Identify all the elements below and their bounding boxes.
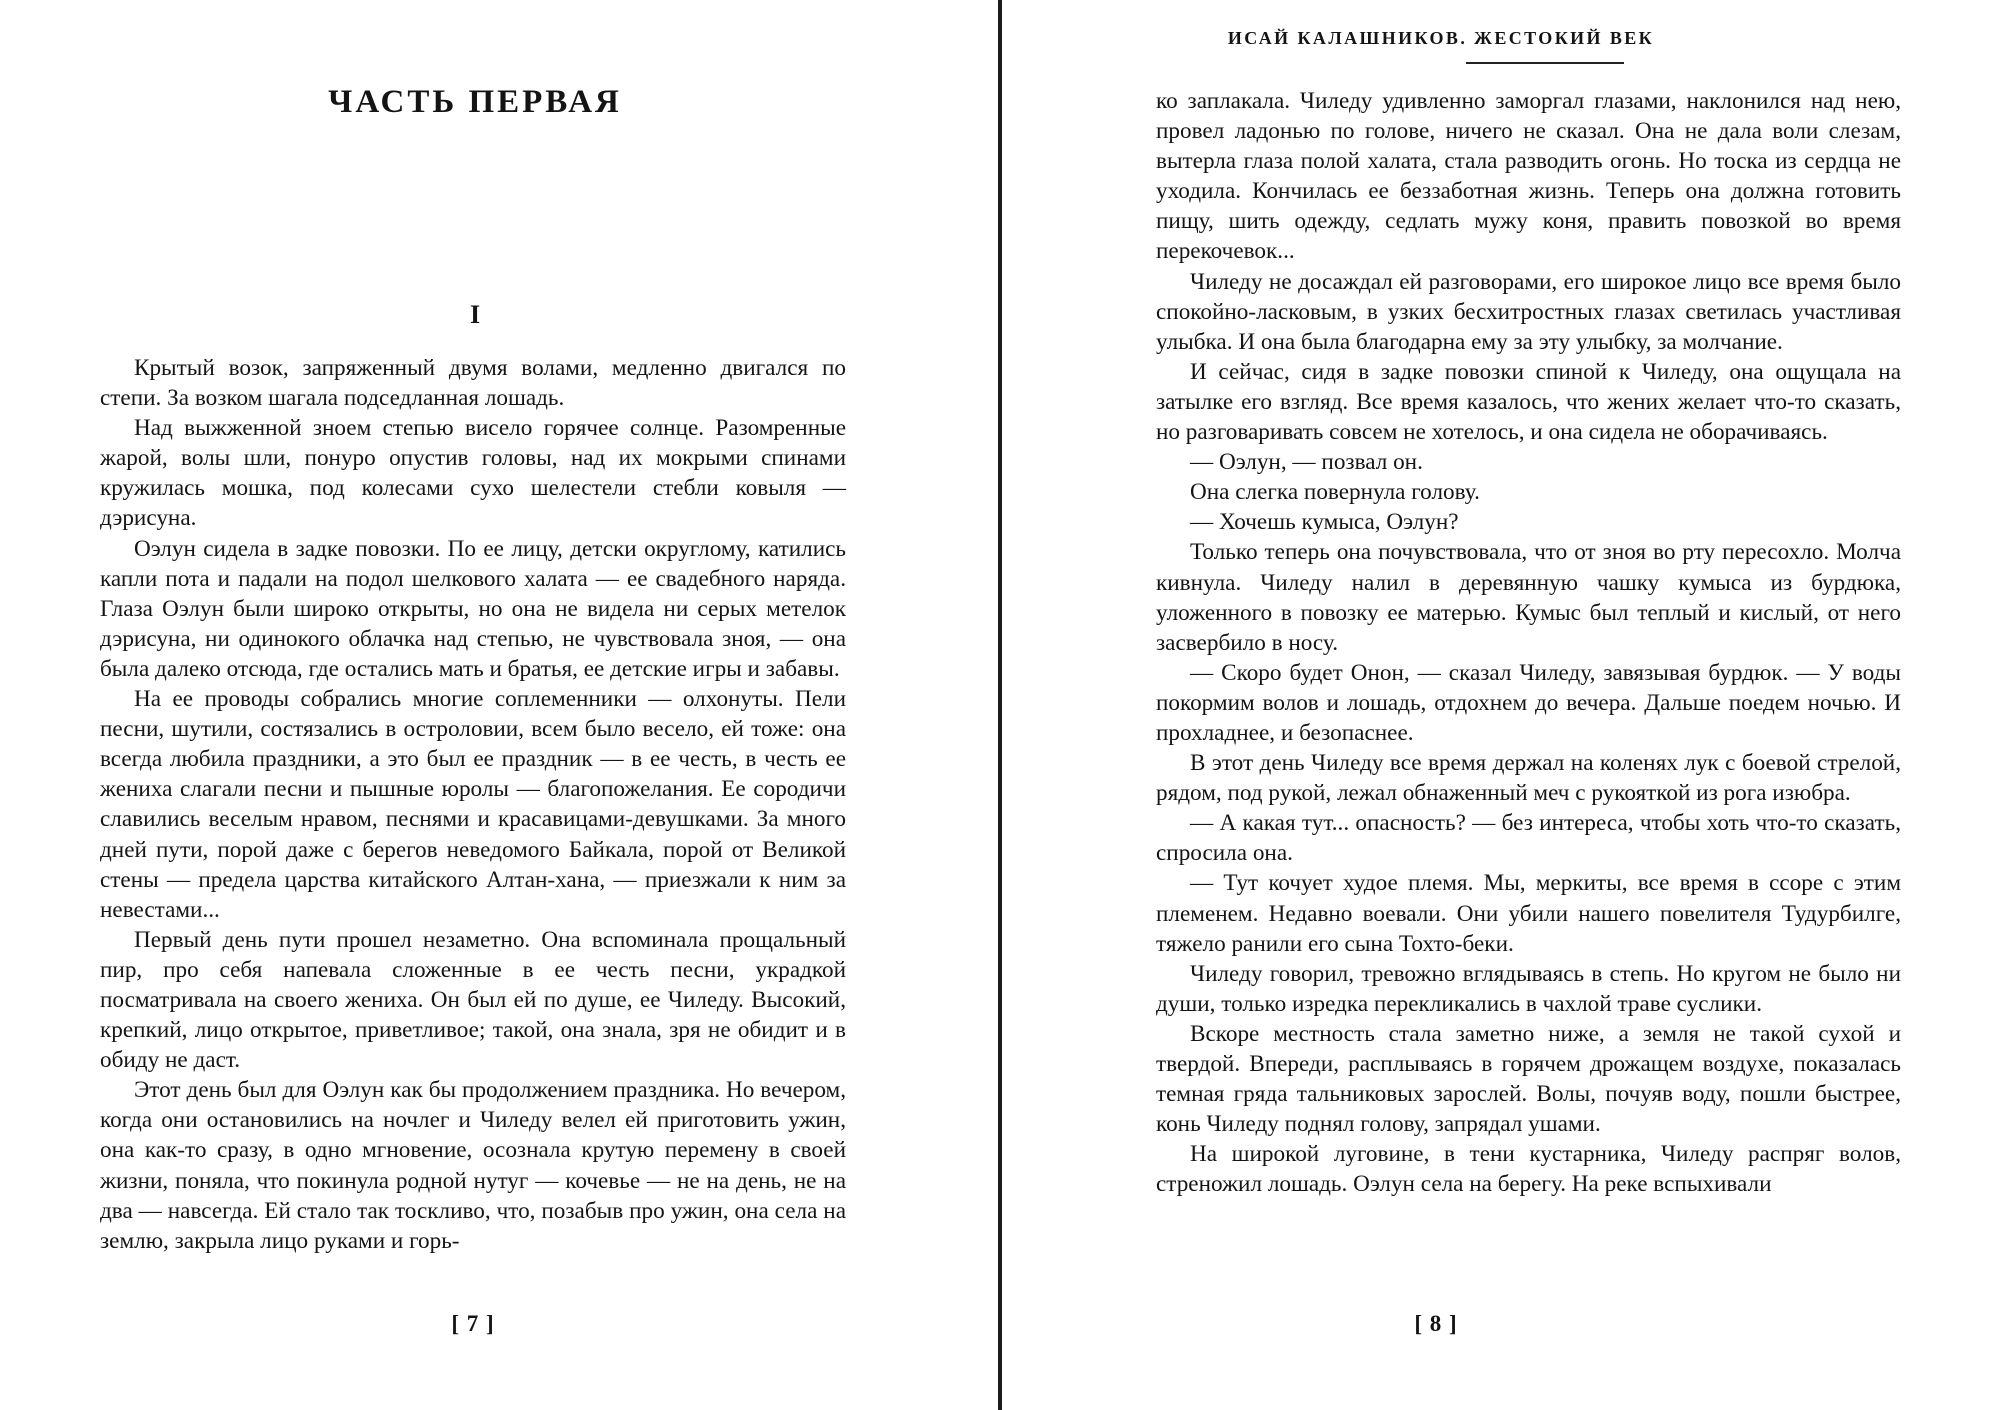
right-page-text: [1156, 86, 1901, 1199]
paragraph: Крытый возок, запряженный двумя волами, медленно двигался по степи. За возком шагала подседланная лошадь.: [100, 355, 846, 412]
paragraph: Только теперь она почувствовала, что от зноя во рту пересохло. Молча кивнула. Чиледу налил в деревянную чашку кумыса из бурдюка, уложенного в повозку ее матерью. Кумыс был теплый и кислый, от него засвербило в носу.: [1156, 539, 1901, 656]
dialogue-line: — Тут кочует худое племя. Мы, меркиты, все время в ссоре с этим племенем. Недавно воевали. Они убили нашего повелителя Тудурбилге, тяжело ранили его сына Тохто-беки.: [1156, 870, 1901, 957]
paragraph: На широкой луговине, в тени кустарника, Чиледу распряг волов, стреножил лошадь. Оэлун села на берегу. На реке вспыхивали: [1156, 1141, 1901, 1198]
page-number: [ 8 ]: [1414, 1311, 1458, 1336]
paragraph: На ее проводы собрались многие соплеменники — олхонуты. Пели песни, шутили, состязались в остроловии, всем было весело, ей тоже: она всегда любила праздники, а это был ее праздник — в ее честь, в честь ее жениха слагали песни и пышные юролы — благопожелания. Ее сородичи славились веселым нравом, песнями и красавицами-девушками. За много дней пути, порой даже с берегов неведомого Байкала, порой от Великой стены — предела царства китайского Алтан-хана, — приезжали к ним за невестами...: [100, 686, 846, 923]
running-header: ИСАЙ КАЛАШНИКОВ. ЖЕСТОКИЙ ВЕК: [1227, 28, 1655, 48]
dialogue-line: — А какая тут... опасность? — без интереса, чтобы хоть что-то сказать, спросила она.: [1156, 810, 1901, 867]
dialogue-line: — Хочешь кумыса, Оэлун?: [1190, 509, 1459, 536]
dialogue-line: — Скоро будет Онон, — сказал Чиледу, завязывая бурдюк. — У воды покормим волов и лошадь, отдохнем до вечера. Дальше поедем ночью. И прохладнее, и безопаснее.: [1156, 659, 1901, 746]
dialogue-line: — Оэлун, — позвал он.: [1190, 449, 1423, 476]
paragraph: Она слегка повернула голову.: [1190, 479, 1480, 506]
left-page-text: [100, 353, 846, 1256]
paragraph: Оэлун сидела в задке повозки. По ее лицу, детски округлому, катились капли пота и падали на подол шелкового халата — ее свадебного наряда. Глаза Оэлун были широко открыты, но она не видела ни серых метелок дэрисуна, ни одинокого облачка над степью, не чувствовала зноя, — она была далеко отсюда, где остались мать и братья, ее детские игры и забавы.: [100, 535, 846, 682]
continued-paragraph: ко заплакала. Чиледу удивленно заморгал глазами, наклонился над нею, провел ладонью по голове, ничего не сказал. Она не дала воли слезам, вытерла глаза полой халата, стала разводить огонь. Но тоска из сердца не уходила. Кончилась ее беззаботная жизнь. Теперь она должна готовить пищу, шить одежду, седлать мужу коня, править повозкой во время перекочевок...: [1156, 88, 1901, 265]
paragraph: Над выжженной зноем степью висело горячее солнце. Разомренные жарой, волы шли, понуро опустив головы, над их мокрыми спинами кружилась мошка, под колесами сухо шелестели стебли ковыля — дэрисуна.: [100, 415, 846, 532]
page-number: [ 7 ]: [451, 1311, 495, 1336]
chapter-number: I: [469, 300, 481, 329]
paragraph: Чиледу не досаждал ей разговорами, его широкое лицо все время было спокойно-ласковым, в узких бесхитростных глазах светилась участливая улыбка. И она была благодарна ему за эту улыбку, за молчание.: [1156, 268, 1901, 355]
right-page: [1006, 0, 2001, 1410]
header-rule: [1466, 62, 1624, 64]
paragraph: Вскоре местность стала заметно ниже, а земля не такой сухой и твердой. Впереди, расплываясь в горячем дрожащем воздухе, показалась темная гряда тальниковых зарослей. Волы, почуяв воду, пошли быстрее, конь Чиледу поднял голову, запрядал ушами.: [1156, 1020, 1901, 1138]
paragraph: В этот день Чиледу все время держал на коленях лук с боевой стрелой, рядом, под рукой, лежал обнаженный меч с рукояткой из рога изюбра.: [1156, 750, 1901, 807]
paragraph: Этот день был для Оэлун как бы продолжением праздника. Но вечером, когда они остановились на ночлег и Чиледу велел ей приготовить ужин, она как-то сразу, в одно мгновение, осознала крутую перемену в своей жизни, поняла, что покинула родной нутуг — кочевье — не на день, не на два — навсегда. Ей стало так тоскливо, что, позабыв про ужин, она села на землю, закрыла лицо руками и горь-: [100, 1077, 846, 1254]
left-page: [0, 0, 1000, 1410]
paragraph: Первый день пути прошел незаметно. Она вспоминала прощальный пир, про себя напевала сложенные в ее честь песни, украдкой посматривала на своего жениха. Он был ей по душе, ее Чиледу. Высокий, крепкий, лицо открытое, приветливое; такой, она знала, зря не обидит и в обиду не даст.: [100, 926, 846, 1074]
part-title: ЧАСТЬ ПЕРВАЯ: [328, 84, 622, 120]
paragraph: И сейчас, сидя в задке повозки спиной к Чиледу, она ощущала на затылке его взгляд. Все время казалось, что жених желает что-то сказать, но разговаривать совсем не хотелось, и она сидела не оборачиваясь.: [1156, 358, 1901, 446]
paragraph: Чиледу говорил, тревожно вглядываясь в степь. Но кругом не было ни души, только изредка перекликались в чахлой траве суслики.: [1156, 960, 1901, 1017]
book-gutter-divider: [998, 0, 1002, 1410]
